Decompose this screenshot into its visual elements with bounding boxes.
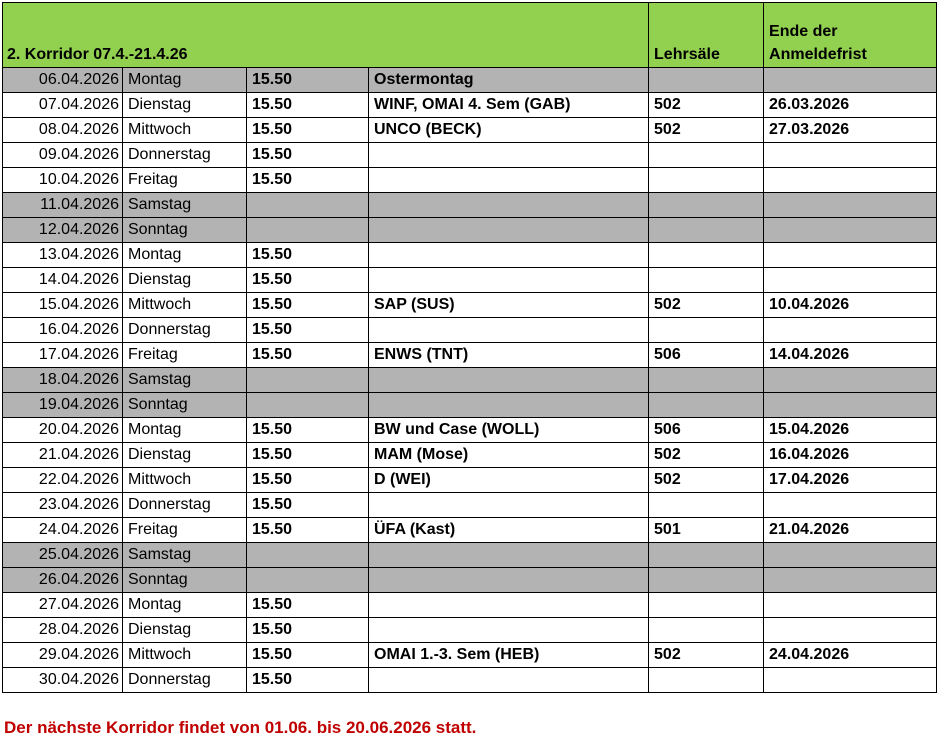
- time-cell: 15.50: [247, 643, 369, 668]
- table-row: [3, 493, 937, 518]
- course-cell: [369, 143, 649, 168]
- deadline-cell: 14.04.2026: [764, 343, 937, 368]
- room-cell: 506: [649, 418, 764, 443]
- course-cell: [369, 318, 649, 343]
- date-cell: 22.04.2026: [3, 468, 123, 493]
- date-cell: 16.04.2026: [3, 318, 123, 343]
- course-cell: [369, 368, 649, 393]
- time-cell: 15.50: [247, 293, 369, 318]
- room-cell: [649, 268, 764, 293]
- course-cell: [369, 618, 649, 643]
- course-cell: [369, 193, 649, 218]
- course-cell: BW und Case (WOLL): [369, 418, 649, 443]
- date-cell: 06.04.2026: [3, 68, 123, 93]
- deadline-cell: 17.04.2026: [764, 468, 937, 493]
- room-cell: [649, 668, 764, 693]
- deadline-cell: 10.04.2026: [764, 293, 937, 318]
- room-cell: 506: [649, 343, 764, 368]
- weekday-cell: Montag: [123, 68, 247, 93]
- deadline-cell: [764, 393, 937, 418]
- time-cell: 15.50: [247, 518, 369, 543]
- weekday-cell: Montag: [123, 243, 247, 268]
- weekday-cell: Donnerstag: [123, 318, 247, 343]
- room-cell: 502: [649, 443, 764, 468]
- date-cell: 09.04.2026: [3, 143, 123, 168]
- course-cell: [369, 243, 649, 268]
- time-cell: 15.50: [247, 418, 369, 443]
- deadline-cell: [764, 168, 937, 193]
- header-row: [3, 3, 937, 68]
- course-cell: [369, 218, 649, 243]
- deadline-cell: 15.04.2026: [764, 418, 937, 443]
- table-row: [3, 568, 937, 593]
- time-cell: 15.50: [247, 443, 369, 468]
- course-cell: [369, 543, 649, 568]
- room-cell: 502: [649, 293, 764, 318]
- weekday-cell: Donnerstag: [123, 143, 247, 168]
- weekday-cell: Freitag: [123, 343, 247, 368]
- room-cell: [649, 543, 764, 568]
- room-cell: [649, 218, 764, 243]
- room-cell: 502: [649, 93, 764, 118]
- date-cell: 23.04.2026: [3, 493, 123, 518]
- table-row: [3, 618, 937, 643]
- table-row: [3, 293, 937, 318]
- weekday-cell: Freitag: [123, 518, 247, 543]
- date-cell: 08.04.2026: [3, 118, 123, 143]
- course-cell: SAP (SUS): [369, 293, 649, 318]
- date-cell: 19.04.2026: [3, 393, 123, 418]
- course-cell: ÜFA (Kast): [369, 518, 649, 543]
- time-cell: [247, 393, 369, 418]
- date-cell: 30.04.2026: [3, 668, 123, 693]
- table-row: [3, 318, 937, 343]
- next-corridor-note: Der nächste Korridor findet von 01.06. bis 20.06.2026 statt.: [4, 718, 477, 737]
- table-row: [3, 643, 937, 668]
- time-cell: 15.50: [247, 143, 369, 168]
- room-cell: 502: [649, 468, 764, 493]
- time-cell: 15.50: [247, 618, 369, 643]
- deadline-cell: [764, 368, 937, 393]
- course-cell: MAM (Mose): [369, 443, 649, 468]
- deadline-cell: [764, 68, 937, 93]
- table-row: [3, 518, 937, 543]
- table-row: [3, 418, 937, 443]
- time-cell: [247, 193, 369, 218]
- weekday-cell: Sonntag: [123, 218, 247, 243]
- time-cell: 15.50: [247, 493, 369, 518]
- table-row: [3, 443, 937, 468]
- date-cell: 27.04.2026: [3, 593, 123, 618]
- course-cell: ENWS (TNT): [369, 343, 649, 368]
- time-cell: 15.50: [247, 168, 369, 193]
- deadline-cell: 26.03.2026: [764, 93, 937, 118]
- course-cell: [369, 568, 649, 593]
- deadline-cell: [764, 618, 937, 643]
- table-row: [3, 118, 937, 143]
- weekday-cell: Freitag: [123, 168, 247, 193]
- time-cell: 15.50: [247, 268, 369, 293]
- room-cell: [649, 143, 764, 168]
- deadline-header: Ende der Anmeldefrist: [764, 3, 937, 68]
- time-cell: 15.50: [247, 468, 369, 493]
- room-cell: [649, 393, 764, 418]
- deadline-cell: [764, 143, 937, 168]
- course-cell: [369, 493, 649, 518]
- deadline-cell: [764, 543, 937, 568]
- deadline-cell: [764, 668, 937, 693]
- weekday-cell: Mittwoch: [123, 643, 247, 668]
- weekday-cell: Mittwoch: [123, 118, 247, 143]
- room-cell: [649, 243, 764, 268]
- time-cell: 15.50: [247, 343, 369, 368]
- date-cell: 07.04.2026: [3, 93, 123, 118]
- date-cell: 12.04.2026: [3, 218, 123, 243]
- date-cell: 28.04.2026: [3, 618, 123, 643]
- room-cell: 501: [649, 518, 764, 543]
- room-cell: [649, 193, 764, 218]
- deadline-cell: 24.04.2026: [764, 643, 937, 668]
- table-row: [3, 143, 937, 168]
- table-row: [3, 218, 937, 243]
- table-row: [3, 393, 937, 418]
- room-cell: [649, 318, 764, 343]
- weekday-cell: Sonntag: [123, 568, 247, 593]
- date-cell: 24.04.2026: [3, 518, 123, 543]
- weekday-cell: Donnerstag: [123, 668, 247, 693]
- date-cell: 29.04.2026: [3, 643, 123, 668]
- date-cell: 17.04.2026: [3, 343, 123, 368]
- date-cell: 10.04.2026: [3, 168, 123, 193]
- table-row: [3, 368, 937, 393]
- weekday-cell: Dienstag: [123, 268, 247, 293]
- room-cell: [649, 68, 764, 93]
- course-cell: [369, 168, 649, 193]
- table-row: [3, 543, 937, 568]
- deadline-cell: [764, 568, 937, 593]
- weekday-cell: Montag: [123, 593, 247, 618]
- time-cell: 15.50: [247, 243, 369, 268]
- course-cell: D (WEI): [369, 468, 649, 493]
- date-cell: 13.04.2026: [3, 243, 123, 268]
- weekday-cell: Samstag: [123, 368, 247, 393]
- date-cell: 26.04.2026: [3, 568, 123, 593]
- time-cell: 15.50: [247, 593, 369, 618]
- weekday-cell: Dienstag: [123, 618, 247, 643]
- room-cell: [649, 168, 764, 193]
- table-row: [3, 343, 937, 368]
- room-cell: [649, 368, 764, 393]
- table-row: [3, 193, 937, 218]
- room-cell: 502: [649, 643, 764, 668]
- table-row: [3, 93, 937, 118]
- weekday-cell: Mittwoch: [123, 468, 247, 493]
- deadline-cell: [764, 593, 937, 618]
- corridor-title: 2. Korridor 07.4.-21.4.26: [3, 3, 649, 68]
- table-row: [3, 168, 937, 193]
- weekday-cell: Samstag: [123, 193, 247, 218]
- course-cell: OMAI 1.-3. Sem (HEB): [369, 643, 649, 668]
- time-cell: [247, 543, 369, 568]
- time-cell: 15.50: [247, 668, 369, 693]
- deadline-cell: [764, 268, 937, 293]
- course-cell: UNCO (BECK): [369, 118, 649, 143]
- table-row: [3, 468, 937, 493]
- weekday-cell: Sonntag: [123, 393, 247, 418]
- deadline-cell: [764, 493, 937, 518]
- weekday-cell: Donnerstag: [123, 493, 247, 518]
- deadline-cell: [764, 193, 937, 218]
- date-cell: 21.04.2026: [3, 443, 123, 468]
- time-cell: 15.50: [247, 68, 369, 93]
- course-cell: Ostermontag: [369, 68, 649, 93]
- time-cell: 15.50: [247, 118, 369, 143]
- course-cell: [369, 593, 649, 618]
- deadline-cell: [764, 243, 937, 268]
- date-cell: 15.04.2026: [3, 293, 123, 318]
- date-cell: 11.04.2026: [3, 193, 123, 218]
- course-cell: [369, 668, 649, 693]
- course-cell: WINF, OMAI 4. Sem (GAB): [369, 93, 649, 118]
- time-cell: 15.50: [247, 93, 369, 118]
- table-row: [3, 268, 937, 293]
- date-cell: 18.04.2026: [3, 368, 123, 393]
- deadline-cell: [764, 218, 937, 243]
- weekday-cell: Dienstag: [123, 443, 247, 468]
- weekday-cell: Mittwoch: [123, 293, 247, 318]
- room-cell: [649, 593, 764, 618]
- exam-schedule-table: [2, 2, 937, 693]
- table-row: [3, 593, 937, 618]
- deadline-cell: 16.04.2026: [764, 443, 937, 468]
- time-cell: [247, 568, 369, 593]
- deadline-cell: [764, 318, 937, 343]
- date-cell: 20.04.2026: [3, 418, 123, 443]
- weekday-cell: Montag: [123, 418, 247, 443]
- date-cell: 25.04.2026: [3, 543, 123, 568]
- table-row: [3, 68, 937, 93]
- weekday-cell: Dienstag: [123, 93, 247, 118]
- time-cell: [247, 218, 369, 243]
- rooms-header: Lehrsäle: [649, 3, 764, 68]
- table-row: [3, 668, 937, 693]
- weekday-cell: Samstag: [123, 543, 247, 568]
- table-row: [3, 243, 937, 268]
- room-cell: [649, 493, 764, 518]
- deadline-cell: 27.03.2026: [764, 118, 937, 143]
- deadline-cell: 21.04.2026: [764, 518, 937, 543]
- room-cell: [649, 618, 764, 643]
- course-cell: [369, 268, 649, 293]
- course-cell: [369, 393, 649, 418]
- date-cell: 14.04.2026: [3, 268, 123, 293]
- time-cell: 15.50: [247, 318, 369, 343]
- room-cell: [649, 568, 764, 593]
- time-cell: [247, 368, 369, 393]
- room-cell: 502: [649, 118, 764, 143]
